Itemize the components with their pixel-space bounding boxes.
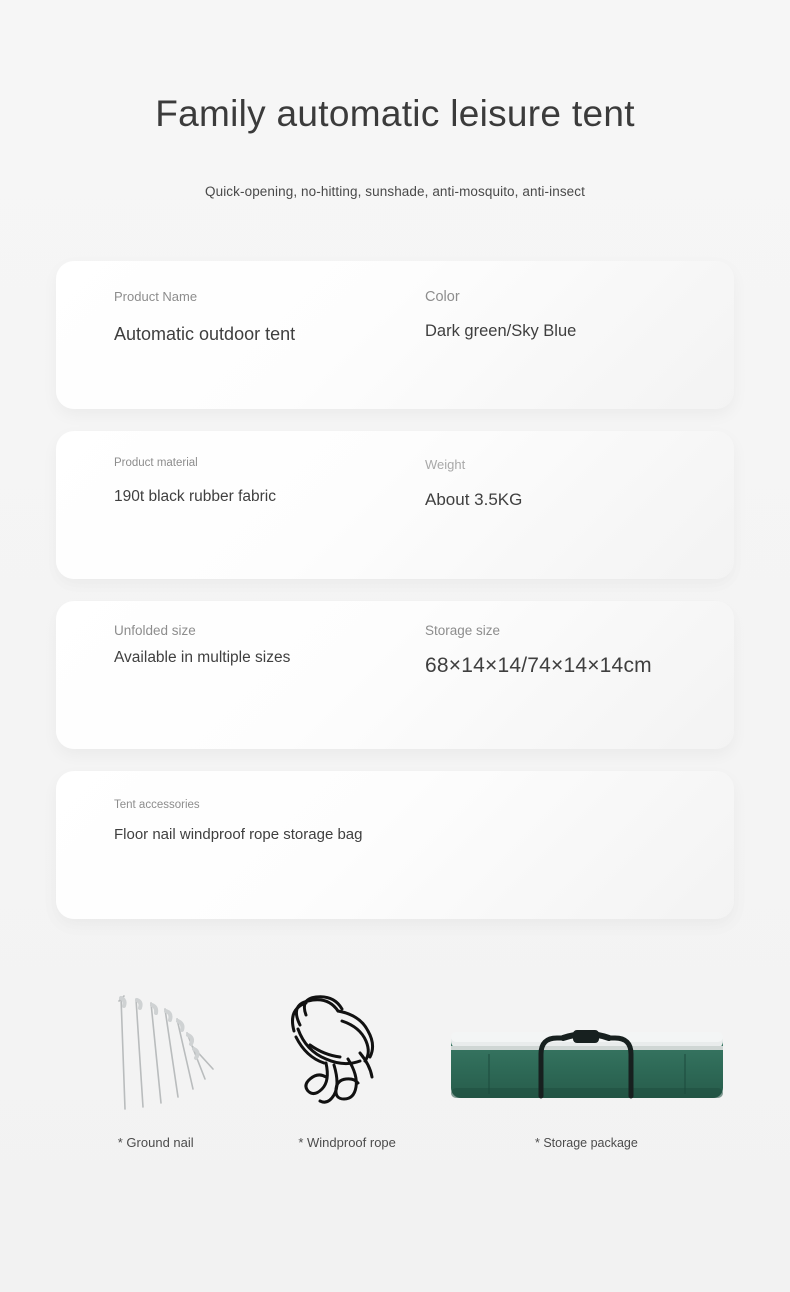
- accessory-caption: * Windproof rope: [298, 1135, 396, 1151]
- spec-label: Color: [425, 289, 460, 306]
- windproof-rope-icon: [251, 979, 442, 1119]
- accessory-item: [251, 979, 442, 1150]
- spec-label: Weight: [425, 457, 466, 473]
- spec-value: About 3.5KG: [425, 490, 523, 510]
- page-subtitle: Quick-opening, no-hitting, sunshade, anti-mosquito, anti-insect: [204, 184, 585, 200]
- accessory-caption: * Storage package: [534, 1136, 638, 1151]
- spec-card: [56, 601, 734, 749]
- spec-label: Product material: [114, 457, 198, 470]
- spec-label: Product Name: [114, 289, 198, 305]
- page-header: [0, 0, 790, 199]
- spec-card: [56, 771, 734, 919]
- spec-value: Dark green/Sky Blue: [425, 322, 577, 341]
- ground-nail-icon: [60, 979, 251, 1119]
- accessory-gallery: [0, 979, 790, 1150]
- spec-label: Storage size: [425, 623, 501, 639]
- spec-card-list: [0, 261, 790, 919]
- page-title: Family automatic leisure tent: [155, 93, 635, 134]
- accessory-caption: * Ground nail: [117, 1135, 194, 1151]
- accessory-item: [60, 979, 251, 1150]
- spec-value: Available in multiple sizes: [114, 649, 291, 667]
- accessory-item: [443, 980, 730, 1150]
- spec-label: Tent accessories: [114, 799, 200, 812]
- spec-value: 190t black rubber fabric: [114, 488, 276, 506]
- spec-value: 68×14×14/74×14×14cm: [425, 654, 652, 678]
- spec-label: Unfolded size: [114, 623, 196, 639]
- spec-card: [56, 261, 734, 409]
- storage-package-icon: [443, 980, 730, 1120]
- spec-value: Floor nail windproof rope storage bag: [114, 826, 363, 844]
- spec-value: Automatic outdoor tent: [114, 324, 296, 345]
- spec-card: [56, 431, 734, 579]
